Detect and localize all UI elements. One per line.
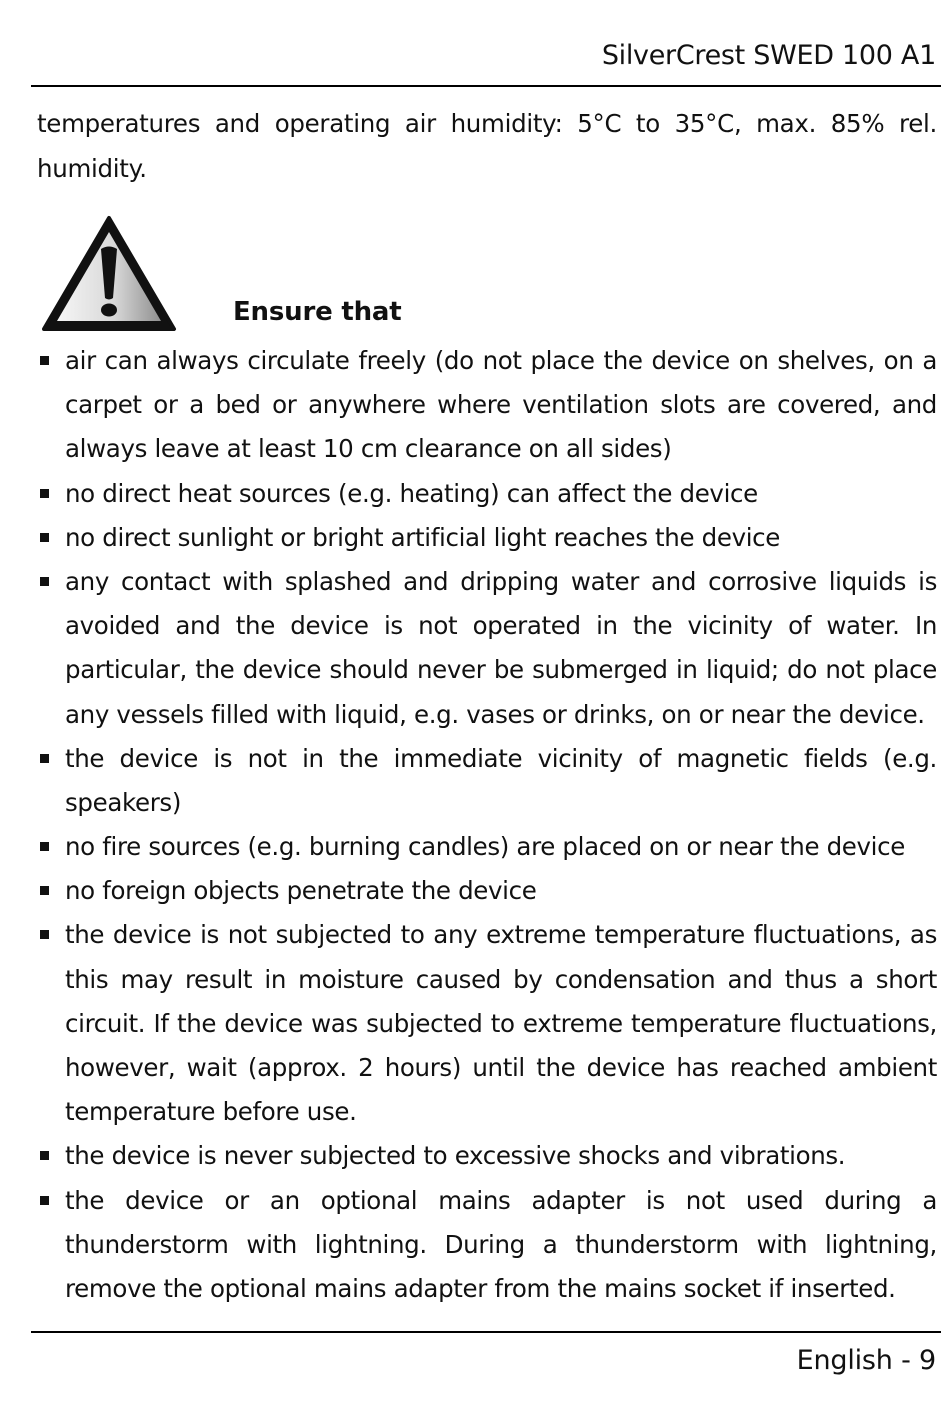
warning-triangle-icon <box>40 214 178 334</box>
section-heading: Ensure that <box>233 297 402 327</box>
list-item-line: no direct heat sources (e.g. heating) can affect the device <box>65 478 758 508</box>
list-item-line: any contact with splashed and dripping water and corrosive liquids is <box>65 566 937 596</box>
list-item-line: thunderstorm with lightning. During a thunderstorm with lightning, <box>65 1229 937 1259</box>
list-item-line: no fire sources (e.g. burning candles) are placed on or near the device <box>65 832 905 862</box>
bullet-icon <box>40 1196 49 1205</box>
list-item-line: however, wait (approx. 2 hours) until the device has reached ambient <box>65 1053 937 1082</box>
list-item-line: the device is never subjected to excessive shocks and vibrations. <box>65 1141 846 1171</box>
list-item-line: avoided and the device is not operated in the vicinity of water. In <box>65 611 937 641</box>
bullet-icon <box>40 930 49 939</box>
list-item-line: speakers) <box>65 787 182 817</box>
intro-line: humidity. <box>37 153 147 183</box>
page-footer: English - 9 <box>796 1345 936 1376</box>
list-item-line: circuit. If the device was subjected to extreme temperature fluctuations, <box>65 1008 937 1038</box>
ensure-list <box>0 339 950 1311</box>
bullet-icon <box>40 886 49 895</box>
list-item <box>0 1134 937 1178</box>
list-item-line: particular, the device should never be submerged in liquid; do not place <box>65 655 937 685</box>
list-item <box>0 913 937 1134</box>
bullet-icon <box>40 1151 49 1160</box>
header-divider <box>31 85 941 87</box>
bullet-icon <box>40 577 49 586</box>
list-item-line: the device or an optional mains adapter is not used during a <box>65 1185 937 1215</box>
list-item-line: air can always circulate freely (do not place the device on shelves, on a <box>65 346 937 375</box>
list-item-line: any vessels filled with liquid, e.g. vases or drinks, on or near the device. <box>65 699 925 729</box>
bullet-icon <box>40 356 49 365</box>
list-item <box>0 339 937 472</box>
list-item-line: remove the optional mains adapter from the mains socket if inserted. <box>65 1273 896 1303</box>
list-item <box>0 516 937 560</box>
list-item <box>0 472 937 516</box>
list-item-line: temperature before use. <box>65 1097 357 1127</box>
list-item-line: this may result in moisture caused by condensation and thus a short <box>65 964 937 994</box>
list-item-line: always leave at least 10 cm clearance on all sides) <box>65 434 672 464</box>
footer-divider <box>31 1331 941 1333</box>
list-item <box>0 737 937 825</box>
list-item <box>0 560 937 737</box>
list-item-line: no foreign objects penetrate the device <box>65 876 537 906</box>
intro-paragraph <box>37 102 937 191</box>
bullet-icon <box>40 489 49 498</box>
list-item-line: the device is not in the immediate vicinity of magnetic fields (e.g. <box>65 743 937 773</box>
intro-line: temperatures and operating air humidity: 5°C to 35°C, max. 85% rel. <box>37 109 937 138</box>
list-item <box>0 825 937 869</box>
list-item-line: the device is not subjected to any extreme temperature fluctuations, as <box>65 920 937 950</box>
bullet-icon <box>40 754 49 763</box>
page-header-title: SilverCrest SWED 100 A1 <box>601 40 936 71</box>
list-item-line: carpet or a bed or anywhere where ventilation slots are covered, and <box>65 390 937 420</box>
list-item <box>0 869 937 913</box>
bullet-icon <box>40 533 49 542</box>
bullet-icon <box>40 842 49 851</box>
list-item <box>0 1179 937 1312</box>
list-item-line: no direct sunlight or bright artificial light reaches the device <box>65 522 781 552</box>
